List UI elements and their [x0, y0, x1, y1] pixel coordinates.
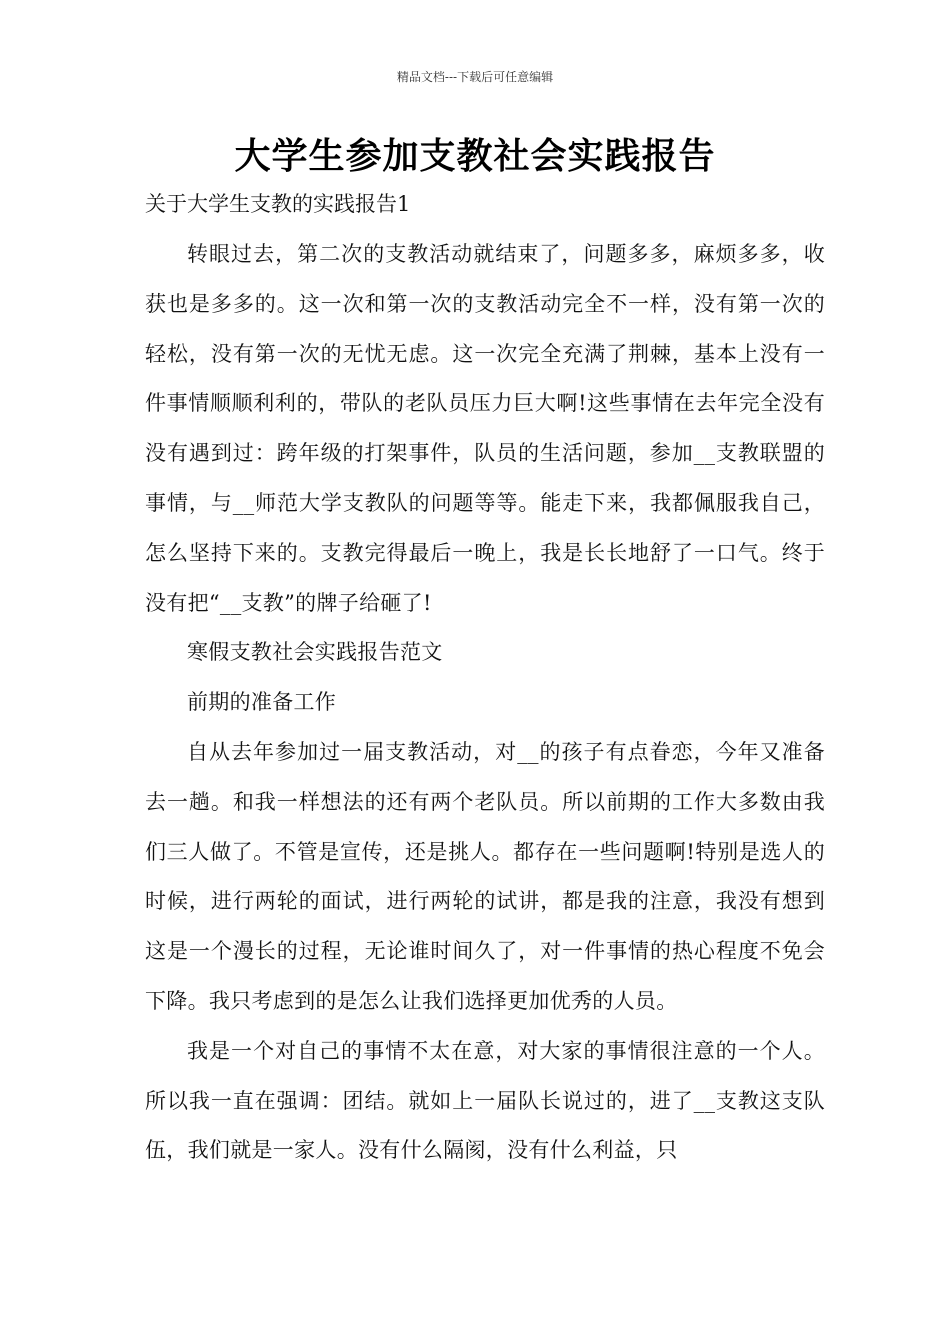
- paragraph-2: 自从去年参加过一届支教活动，对__的孩子有点眷恋，今年又准备去一趟。和我一样想法的还有两个老队员。所以前期的工作大多数由我们三人做了。不管是宣传，还是挑人。都存在一些问题啊!特别是选人的时候，进行两轮的面试，进行两轮的试讲，都是我的注意，我没有想到这是一个漫长的过程，无论谁时间久了，对一件事情的热心程度不免会下降。我只考虑到的是怎么让我们选择更加优秀的人员。: [145, 739, 825, 1013]
- section-heading-2: 前期的准备工作: [187, 690, 337, 715]
- document-body: [145, 230, 825, 1176]
- section-heading-1: 寒假支教社会实践报告范文: [187, 640, 443, 665]
- header-note: 精品文档---下载后可任意编辑: [396, 70, 554, 84]
- paragraph-3: 我是一个对自己的事情不太在意，对大家的事情很注意的一个人。所以我一直在强调：团结。就如上一届队长说过的，进了__支教这支队伍，我们就是一家人。没有什么隔阂，没有什么利益，只: [145, 1038, 825, 1163]
- document-title: 大学生参加支教社会实践报告: [234, 135, 716, 177]
- document-subtitle: 关于大学生支教的实践报告1: [145, 192, 411, 216]
- paragraph-1: 转眼过去，第二次的支教活动就结束了，问题多多，麻烦多多，收获也是多多的。这一次和第一次的支教活动完全不一样，没有第一次的轻松，没有第一次的无忧无虑。这一次完全充满了荆棘，基本上没有一件事情顺顺利利的，带队的老队员压力巨大啊!这些事情在去年完全没有没有遇到过：跨年级的打架事件，队员的生活问题，参加__支教联盟的事情，与__师范大学支教队的问题等等。能走下来，我都佩服我自己，怎么坚持下来的。支教完得最后一晚上，我是长长地舒了一口气。终于没有把“__支教”的牌子给砸了!: [145, 242, 825, 615]
